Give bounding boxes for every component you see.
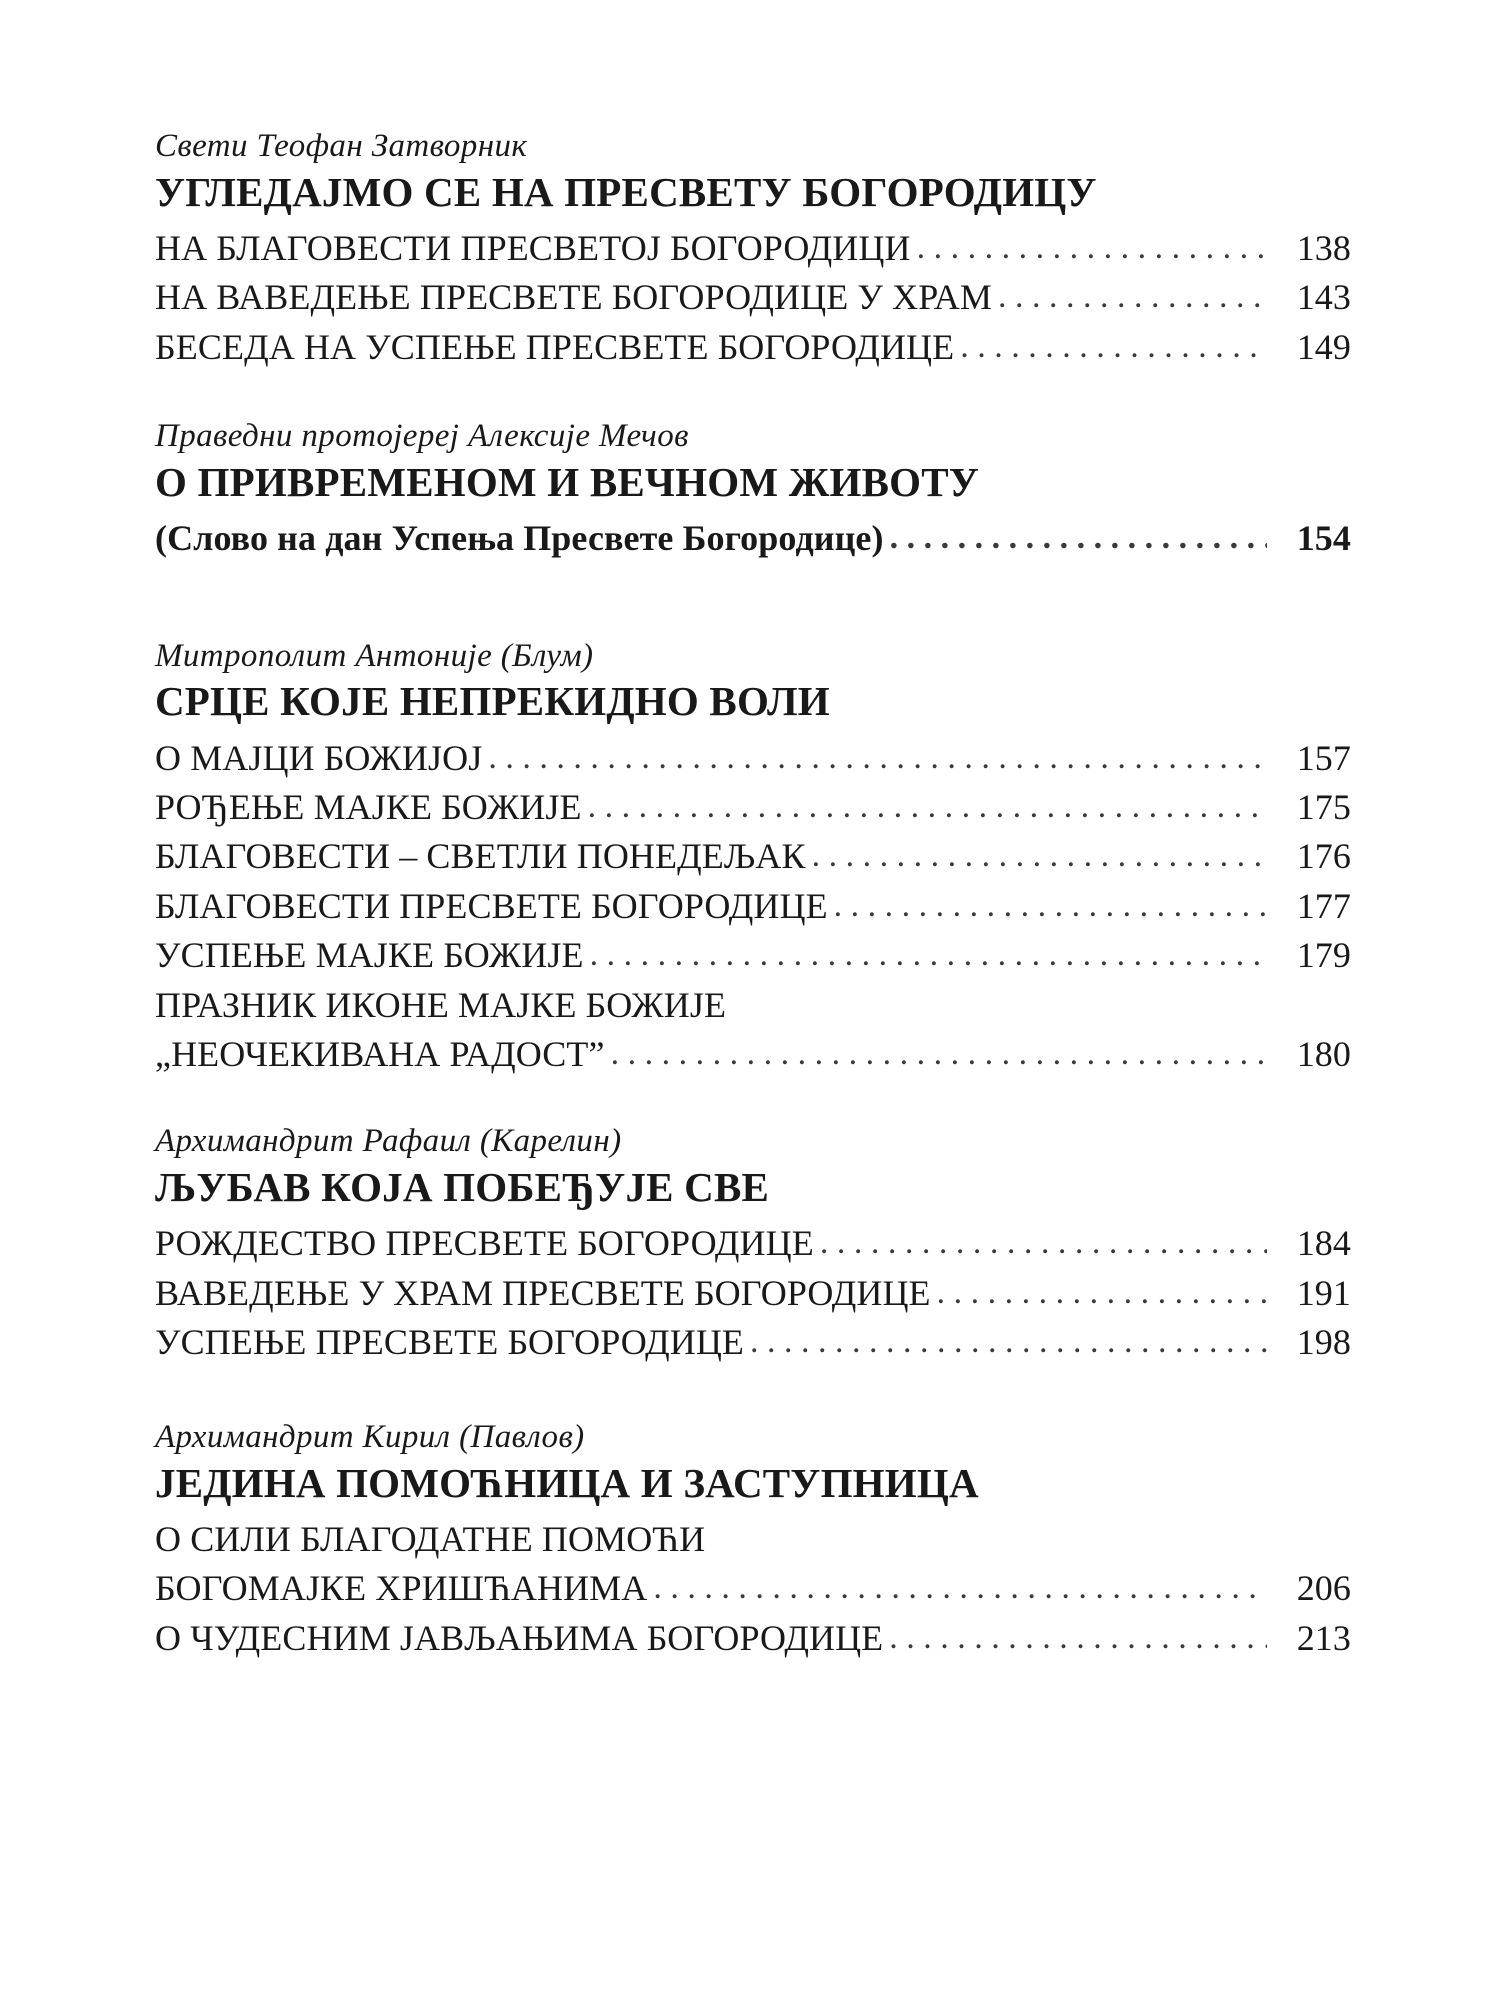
toc-entry-list (155, 224, 1351, 372)
dot-leader (917, 225, 1267, 271)
toc-page-number: 180 (1296, 1033, 1351, 1074)
toc-entry[interactable] (155, 1515, 1351, 1564)
toc-entry-label: УСПЕЊЕ МАЈКЕ БОЖИЈЕ (155, 935, 584, 976)
section-author: Архимандрит Рафаил (Карелин) (155, 1123, 622, 1160)
toc-entry-label: БЛАГОВЕСТИ ПРЕСВЕТЕ БОГОРОДИЦЕ (155, 885, 828, 926)
toc-entry[interactable] (155, 1269, 1351, 1318)
toc-entry[interactable] (155, 981, 1351, 1030)
dot-leader (750, 1319, 1267, 1365)
dot-leader (834, 883, 1267, 929)
dot-leader (937, 1270, 1267, 1316)
toc-page-number: 175 (1296, 786, 1351, 827)
dot-leader (998, 274, 1267, 320)
section-author: Свети Теофан Затворник (155, 128, 528, 164)
dot-leader (812, 833, 1267, 879)
toc-entry-list (155, 1219, 1351, 1367)
dot-leader (820, 1220, 1267, 1266)
toc-entry-label: НА БЛАГОВЕСТИ ПРЕСВЕТОЈ БОГОРОДИЦИ (155, 227, 911, 268)
dot-leader (611, 1031, 1267, 1077)
toc-page-number: 213 (1296, 1617, 1351, 1658)
section-title: СРЦЕ КОЈЕ НЕПРЕКИДНО ВОЛИ (155, 678, 830, 725)
toc-page-number: 198 (1296, 1321, 1351, 1362)
toc-section (155, 418, 1351, 563)
toc-page-number: 157 (1296, 737, 1351, 778)
toc-page-number: 206 (1296, 1568, 1351, 1609)
toc-entry-label: БЕСЕДА НА УСПЕЊЕ ПРЕСВЕТЕ БОГОРОДИЦЕ (155, 326, 955, 367)
toc-entry[interactable] (155, 1219, 1351, 1268)
section-title: УГЛЕДАЈМО СЕ НА ПРЕСВЕТУ БОГОРОДИЦУ (155, 168, 1097, 215)
section-author: Праведни протојереј Алексије Мечов (155, 418, 689, 455)
toc-entry-list (155, 734, 1351, 1080)
toc-entry-label: РОЂЕЊЕ МАЈКЕ БОЖИЈЕ (155, 786, 582, 827)
toc-page-number: 143 (1296, 277, 1351, 318)
toc-page-number: 191 (1296, 1272, 1351, 1313)
toc-entry[interactable] (155, 783, 1351, 832)
toc-entry[interactable] (155, 1564, 1351, 1613)
dot-leader (488, 735, 1267, 781)
toc-section (155, 1419, 1351, 1663)
toc-entry-list (155, 514, 1351, 563)
table-of-contents (155, 128, 1351, 1663)
toc-entry-label: ВАВЕДЕЊЕ У ХРАМ ПРЕСВЕТЕ БОГОРОДИЦЕ (155, 1272, 931, 1313)
toc-entry-label: БОГОМАЈКЕ ХРИШЋАНИМА (155, 1568, 648, 1609)
toc-entry-label: „НЕОЧЕКИВАНА РАДОСТ” (155, 1033, 605, 1074)
toc-entry-label: НА ВАВЕДЕЊЕ ПРЕСВЕТЕ БОГОРОДИЦЕ У ХРАМ (155, 277, 992, 318)
toc-section (155, 128, 1351, 372)
toc-entry[interactable] (155, 734, 1351, 783)
toc-page-number: 177 (1296, 885, 1351, 926)
section-title: ЉУБАВ КОЈА ПОБЕЂУЈЕ СВЕ (155, 1163, 770, 1210)
toc-entry-label: (Слово на дан Успења Пресвете Богородице) (155, 518, 884, 559)
toc-page-number: 138 (1296, 227, 1351, 268)
dot-leader (889, 1615, 1267, 1661)
toc-entry[interactable] (155, 323, 1351, 372)
toc-entry-label: ПРАЗНИК ИКОНЕ МАЈКЕ БОЖИЈЕ (155, 984, 727, 1025)
dot-leader (653, 1565, 1267, 1611)
toc-entry[interactable] (155, 273, 1351, 322)
section-author: Архимандрит Кирил (Павлов) (155, 1419, 585, 1456)
toc-page-number: 176 (1296, 836, 1351, 877)
toc-section (155, 638, 1351, 1080)
dot-leader (960, 324, 1267, 370)
section-title: О ПРИВРЕМЕНОМ И ВЕЧНОМ ЖИВОТУ (155, 458, 980, 505)
dot-leader (590, 932, 1267, 978)
dot-leader (890, 515, 1267, 561)
toc-entry[interactable] (155, 882, 1351, 931)
toc-section (155, 1123, 1351, 1367)
toc-entry-label: РОЖДЕСТВО ПРЕСВЕТЕ БОГОРОДИЦЕ (155, 1223, 814, 1264)
toc-page-number: 154 (1296, 518, 1351, 559)
dot-leader (588, 784, 1267, 830)
section-title: ЈЕДИНА ПОМОЋНИЦА И ЗАСТУПНИЦА (155, 1459, 979, 1506)
toc-entry-list (155, 1515, 1351, 1663)
toc-entry-label: О ЧУДЕСНИМ ЈАВЉАЊИМА БОГОРОДИЦЕ (155, 1617, 884, 1658)
toc-entry[interactable] (155, 1318, 1351, 1367)
toc-entry[interactable] (155, 1030, 1351, 1079)
toc-page-number: 179 (1296, 935, 1351, 976)
toc-entry[interactable] (155, 832, 1351, 881)
toc-entry[interactable] (155, 514, 1351, 563)
toc-entry[interactable] (155, 224, 1351, 273)
toc-entry-label: УСПЕЊЕ ПРЕСВЕТЕ БОГОРОДИЦЕ (155, 1321, 745, 1362)
toc-page-number: 184 (1296, 1223, 1351, 1264)
toc-entry[interactable] (155, 931, 1351, 980)
toc-entry-label: О СИЛИ БЛАГОДАТНЕ ПОМОЋИ (155, 1519, 706, 1560)
toc-entry-label: БЛАГОВЕСТИ – СВЕТЛИ ПОНЕДЕЉАК (155, 836, 806, 877)
toc-entry-label: О МАЈЦИ БОЖИЈОЈ (155, 737, 483, 778)
toc-page-number: 149 (1296, 326, 1351, 367)
toc-entry[interactable] (155, 1614, 1351, 1663)
section-author: Митрополит Антоније (Блум) (155, 637, 594, 674)
